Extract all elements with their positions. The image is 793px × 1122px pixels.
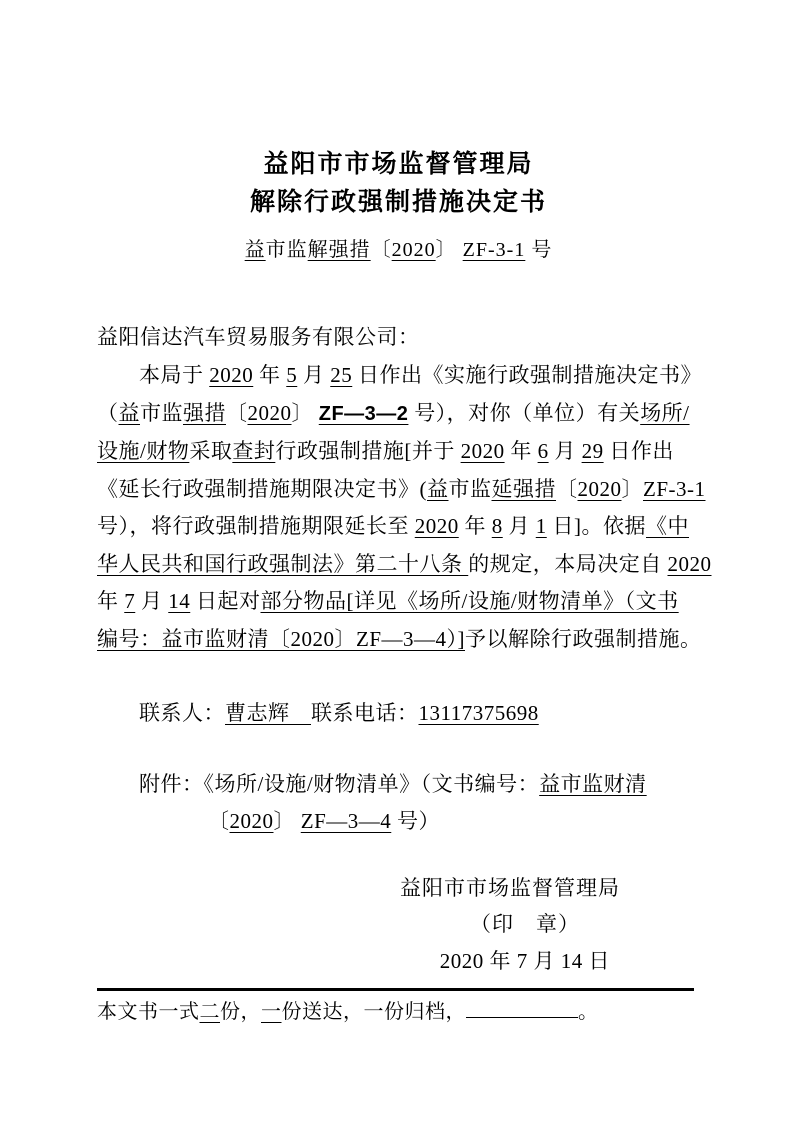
text-segment: 设施/财物 [97,439,190,463]
text-segment: 益 [427,476,449,501]
body-line [97,621,700,659]
text-segment: 1 [535,514,547,538]
text-segment: 2020 [229,809,274,833]
body-line [97,583,700,621]
text-segment: 本局于 [139,363,210,387]
text-segment: 〔 [556,476,578,501]
text-segment: 部分物品[详见《场所/设施/财物清单》（文书 [260,589,679,613]
text-segment: 月 [297,363,331,387]
text-segment: 月 [502,514,536,538]
text-segment: ZF—3—4 [300,809,392,833]
text-segment: 日]。依据 [546,514,646,538]
text-segment: 二 [199,1001,220,1023]
text-segment: 8 [491,514,503,538]
text-segment: 解强措 [307,239,371,261]
text-segment: 2020 [460,439,505,463]
text-segment: ZF—3—2 [318,402,409,425]
text-segment: 日起对 [190,589,261,613]
text-segment: 编号：益市监财清〔2020〕ZF—3—4）] [97,626,465,651]
text-segment: 曹志辉 [225,701,311,725]
text-segment: 的规定，本局决定自 [468,551,668,576]
text-segment: 份， [220,1001,261,1023]
text-segment: 号），将行政强制措施期限延长至 [97,514,415,538]
text-segment: 年 [253,363,287,387]
text-segment: 华人民共和国行政强制法》第二十八条 [97,551,469,576]
text-segment: 日作出《实施行政强制措施决定书》 [352,363,702,387]
attachment-line-2 [97,803,700,841]
body-line [97,433,700,471]
text-segment: ZF-3-1 [643,476,706,501]
text-segment: 2020 [247,400,292,425]
text-segment: 14 [168,589,191,613]
text-segment: 益市监财清 [539,771,647,796]
text-segment: （ [97,400,119,425]
text-segment: 13117375698 [418,701,539,725]
text-segment: 6 [537,439,549,463]
text-segment: 年 [504,439,538,463]
text-segment: 〔 [226,400,248,425]
text-segment: 〕 [621,476,643,501]
separator-line [97,988,694,991]
text-segment: 年 [97,589,125,613]
text-segment: 。 [578,1001,599,1023]
text-segment: 号 [525,239,553,261]
text-segment: 行政强制措施[并于 [275,439,461,463]
text-segment: 强措 [183,400,226,425]
document-title-line1: 益阳市市场监督管理局 [263,150,534,178]
text-segment: 7 [124,589,136,613]
text-segment: 〔 [208,809,230,833]
text-segment: 予以解除行政强制措施。 [465,626,702,651]
text-segment: 5 [286,363,298,387]
text-segment: 附件：《场所/设施/财物清单》（文书编号： [139,771,540,796]
text-segment: 联系电话： [311,701,419,725]
body-line [97,508,700,546]
text-segment: 日作出 [603,439,674,463]
text-segment: 号），对你（单位）有关 [408,400,641,425]
text-segment: 场所/ [640,400,690,425]
text-segment: 〕 [273,809,301,833]
text-segment: 市监 [265,239,308,261]
body-line [97,357,700,395]
text-segment: 市监 [140,400,183,425]
text-segment: 一 [261,1001,282,1023]
text-segment: ZF-3-1 [462,239,526,261]
text-segment: 25 [330,363,353,387]
contact-line [97,695,700,733]
text-segment: 2020 [391,239,436,261]
fill-in-blank [466,999,578,1018]
text-segment: 市监 [448,476,492,501]
text-segment: 〔 [370,239,392,261]
text-segment: 月 [548,439,582,463]
text-segment: 《延长行政强制措施期限决定书》( [97,476,427,501]
text-segment: 月 [135,589,169,613]
signature-agency: 益阳市市场监督管理局 [400,875,620,900]
attachment-line-1 [97,766,700,804]
body-line [97,395,700,434]
body-paragraph [97,357,712,658]
text-segment: 年 [458,514,492,538]
text-segment: 查封 [232,439,276,463]
body-line [97,546,712,584]
document-title-line2: 解除行政强制措施决定书 [249,188,547,216]
body-line [97,471,706,509]
text-segment: 益 [118,400,140,425]
text-segment: 份送达，一份归档， [281,1001,466,1023]
text-segment: 2020 [577,476,622,501]
text-segment: 〕 [435,239,463,261]
text-segment: 《中 [646,514,689,538]
text-segment: 延强措 [491,476,556,501]
text-segment: 号） [391,809,441,833]
signature-date: 2020 年 7 月 14 日 [439,948,610,973]
text-segment: 29 [581,439,604,463]
text-segment: 益 [244,239,266,261]
text-segment: 2020 [667,551,712,576]
text-segment: 2020 [414,514,459,538]
text-segment: 〕 [291,400,319,425]
signature-seal-placeholder: （印 章） [470,912,580,936]
text-segment: 本文书一式 [97,1001,200,1023]
addressee-line: 益阳信达汽车贸易服务有限公司： [97,325,420,349]
text-segment: 2020 [209,363,254,387]
text-segment: 联系人： [139,701,225,725]
text-segment: 采取 [189,439,233,463]
distribution-note [97,997,700,1027]
document-number [97,235,700,265]
